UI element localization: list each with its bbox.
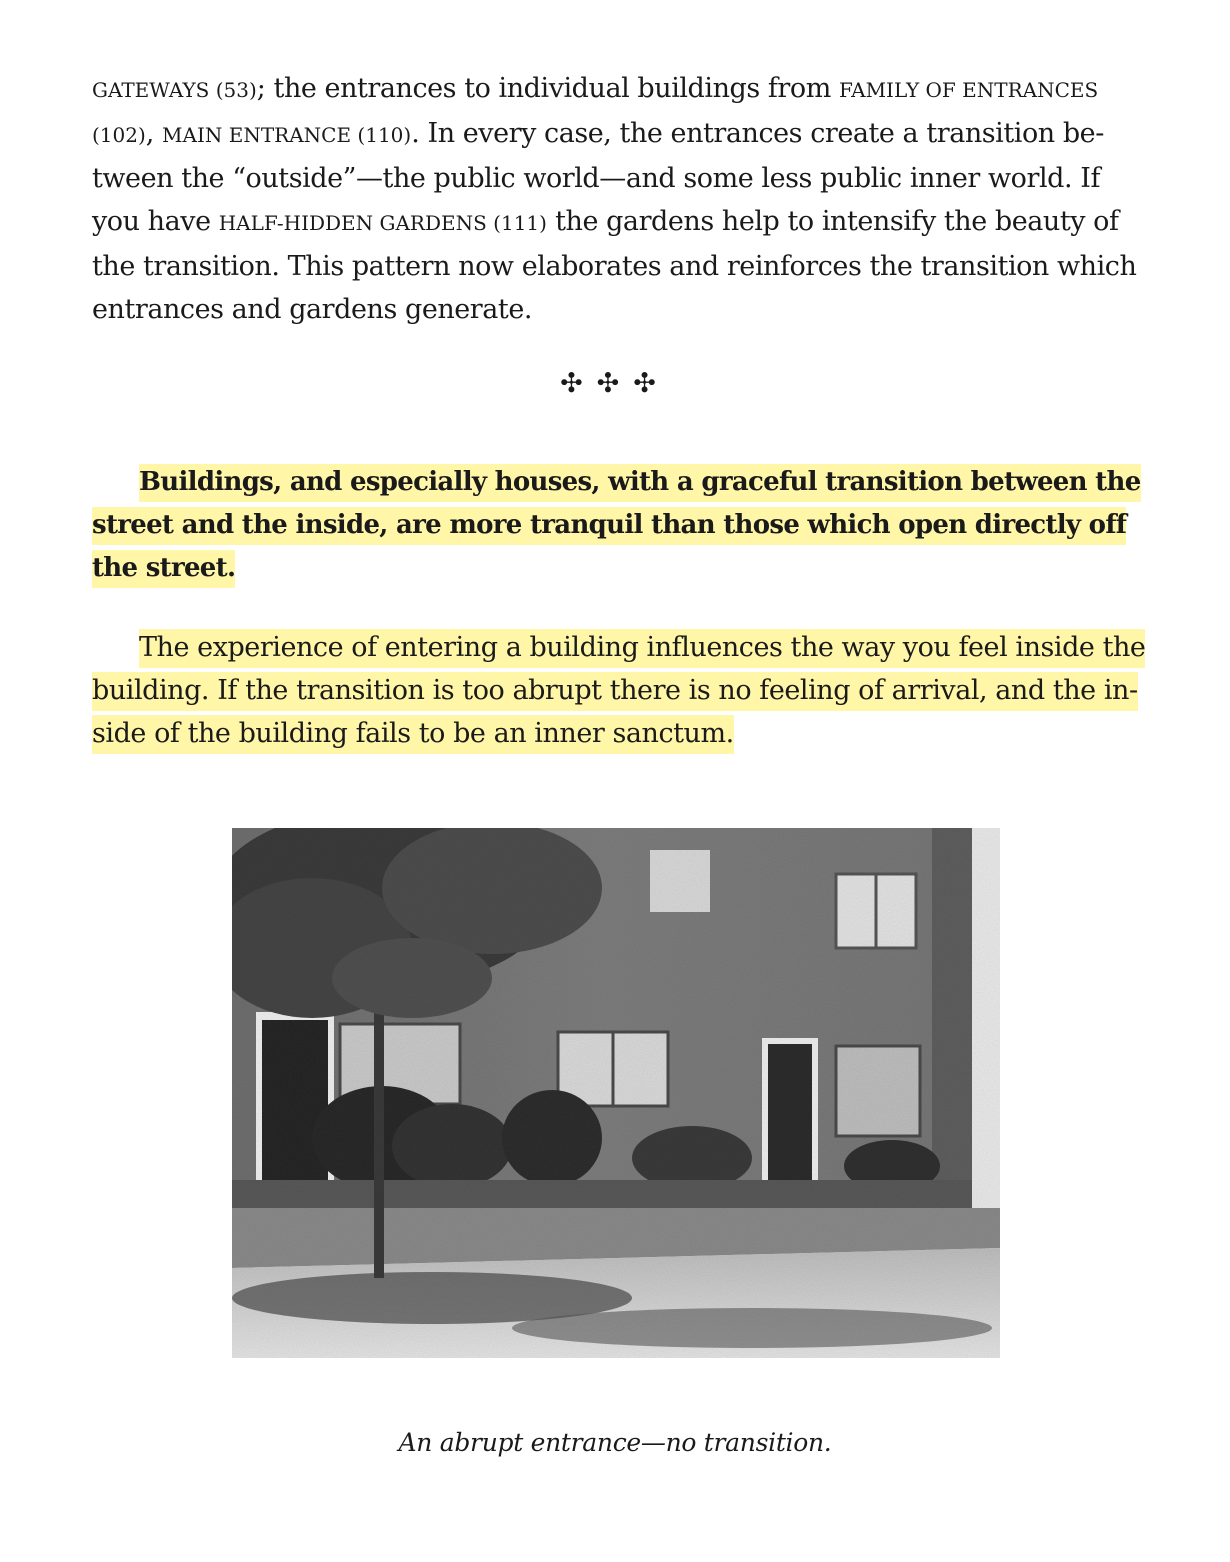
- intro-line: you have HALF-HIDDEN GARDENS (111) the gardens help to intensify the beauty of: [92, 206, 1119, 237]
- pattern-reference[interactable]: MAIN ENTRANCE (110): [162, 123, 412, 147]
- intro-line: tween the “outside”—the public world—and some less public inner world. If: [92, 163, 1100, 194]
- highlighted-text: the street.: [92, 550, 235, 588]
- highlighted-text: side of the building fails to be an inner sanctum.: [92, 715, 734, 754]
- highlighted-text: Buildings, and especially houses, with a graceful transition between the: [139, 464, 1141, 502]
- body-paragraph[interactable]: [92, 626, 1146, 755]
- pattern-reference[interactable]: HALF-HIDDEN GARDENS (111): [218, 211, 547, 235]
- highlighted-text: building. If the transition is too abrupt there is no feeling of arrival, and the in-: [92, 672, 1138, 711]
- intro-paragraph: [92, 67, 1142, 331]
- intro-line: the transition. This pattern now elaborates and reinforces the transition which: [92, 251, 1137, 282]
- photo-abrupt-entrance: [232, 828, 1000, 1358]
- highlighted-text: The experience of entering a building influences the way you feel inside the: [139, 629, 1145, 668]
- highlighted-text: street and the inside, are more tranquil than those which open directly off: [92, 507, 1126, 545]
- intro-line: entrances and gardens generate.: [92, 294, 532, 325]
- pattern-reference[interactable]: (102): [92, 123, 146, 147]
- figure-caption: An abrupt entrance—no transition.: [398, 1428, 832, 1457]
- pattern-reference[interactable]: FAMILY OF ENTRANCES: [838, 78, 1099, 102]
- problem-statement[interactable]: [92, 461, 1142, 590]
- intro-line: (102), MAIN ENTRANCE (110). In every case, the entrances create a transition be-: [92, 118, 1104, 149]
- pattern-reference[interactable]: GATEWAYS (53): [92, 78, 257, 102]
- intro-line: GATEWAYS (53); the entrances to individual buildings from FAMILY OF ENTRANCES: [92, 73, 1099, 104]
- section-divider-ornaments: ✣✣✣: [560, 368, 670, 399]
